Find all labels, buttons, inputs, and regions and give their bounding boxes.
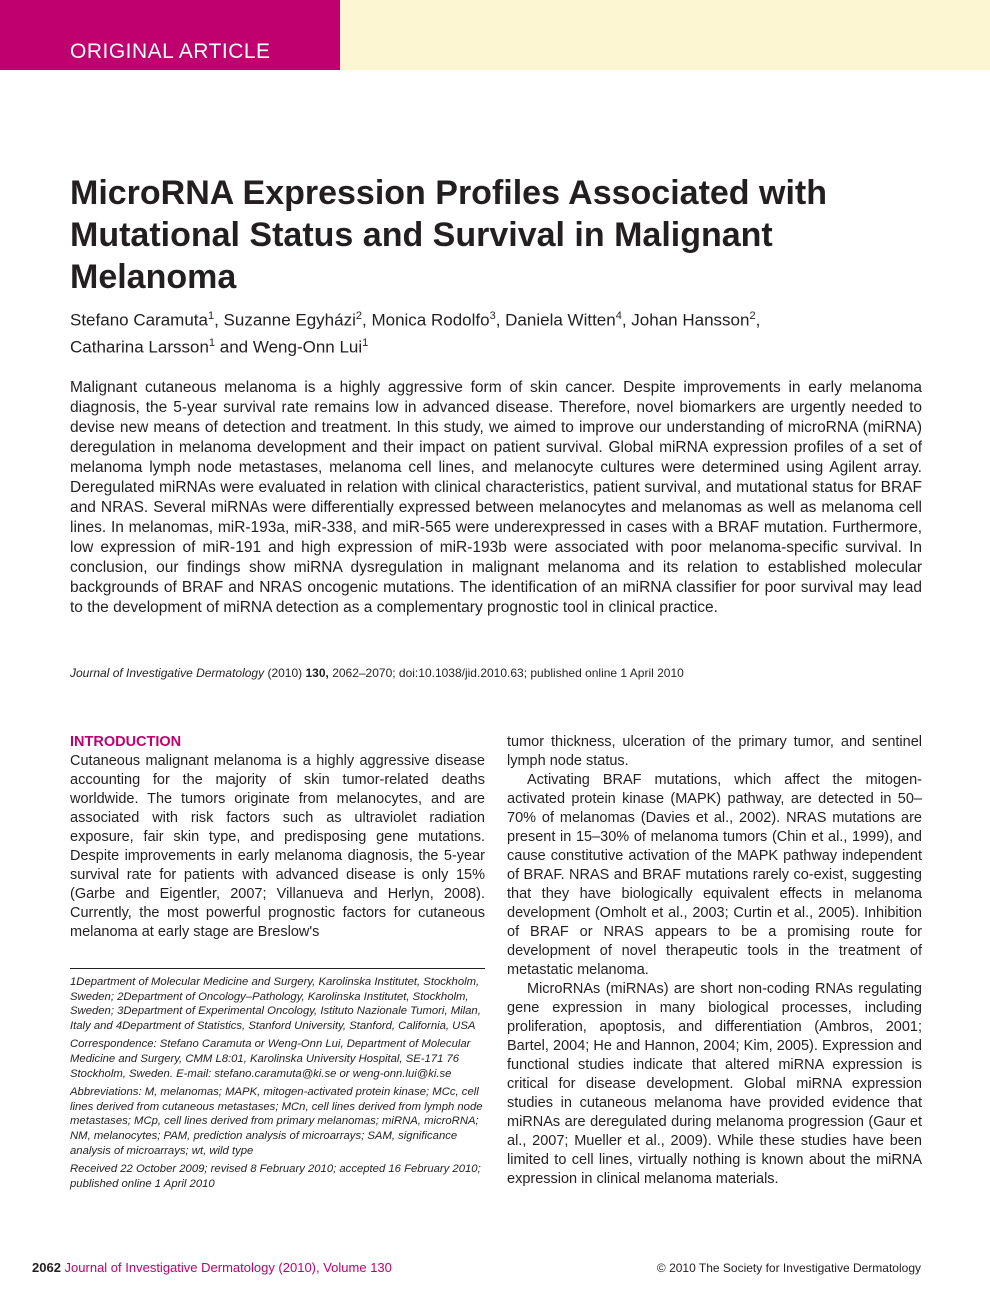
intro-paragraph-2: Activating BRAF mutations, which affect the mitogen-activated protein kinase (MAPK) pathway, are detected in 50–70% of melanomas (Davies et al., 2002). NRAS mutations are present in 15–30% of melanoma tumors (Chin et al., 1999), and cause constitutive activation of the MAPK pathway independent of BRAF. NRAS and BRAF mutations rarely co-exist, suggesting that they have biologically equivalent effects in melanoma development (Omholt et al., 2003; Curtin et al., 2005). Inhibition of BRAF or NRAS appears to be a promising route for development of novel therapeutic tools in the treatment of metastatic melanoma. [507, 772, 922, 978]
author-affiliation-mark: 2 [355, 310, 362, 322]
footnote-correspondence: Correspondence: Stefano Caramuta or Weng-Onn Lui, Department of Molecular Medicine and Surgery, CMM L8:01, Karolinska University Hospital, SE-171 76 Stockholm, Sweden. E-mail: stefano.caramuta@ki.se or weng-onn.lui@ki.se [70, 1038, 471, 1080]
footnote-divider [70, 968, 485, 969]
footer-left [32, 1260, 392, 1275]
article-title: MicroRNA Expression Profiles Associated with Mutational Status and Survival in Malignant Melanoma [70, 174, 827, 296]
footnotes [70, 975, 485, 1195]
abstract: Malignant cutaneous melanoma is a highly aggressive form of skin cancer. Despite improvements in early melanoma diagnosis, the 5-year survival rate remains low in advanced disease. Therefore, novel biomarkers are urgently needed to devise new means of detection and treatment. In this study, we aimed to improve our understanding of microRNA (miRNA) deregulation in melanoma development and their impact on patient survival. Global miRNA expression profiles of a set of melanoma lymph node metastases, melanoma cell lines, and melanocyte cultures were determined using Agilent array. Deregulated miRNAs were evaluated in relation with clinical characteristics, patient survival, and mutational status for BRAF and NRAS. Several miRNAs were differentially expressed between melanocytes and melanomas as well as melanoma cell lines. In melanomas, miR-193a, miR-338, and miR-565 were underexpressed in cases with a BRAF mutation. Furthermore, low expression of miR-191 and high expression of miR-193b were associated with poor melanoma-specific survival. In conclusion, our findings show miRNA dysregulation in malignant melanoma and its relation to established molecular backgrounds of BRAF and NRAS oncogenic mutations. The identification of an miRNA classifier for poor survival may lead to the development of miRNA detection as a complementary prognostic tool in clinical practice. [70, 379, 922, 616]
author-name: Catharina Larsson [70, 337, 209, 357]
author-name: Stefano Caramuta [70, 310, 208, 330]
citation-rest: 2062–2070; doi:10.1038/jid.2010.63; published online 1 April 2010 [332, 666, 684, 680]
footer-copyright: © 2010 The Society for Investigative Dermatology [656, 1261, 921, 1275]
citation-year: (2010) [267, 666, 303, 680]
author-affiliation-mark: 3 [489, 310, 496, 322]
author-affiliation-mark: 1 [208, 336, 216, 349]
intro-paragraph-1: Cutaneous malignant melanoma is a highly aggressive disease accounting for the majority of skin tumor-related deaths worldwide. The tumors originate from melanocytes, and are associated with risk factors such as ultraviolet radiation exposure, fair skin type, and predisposing gene mutations. Despite improvements in early melanoma diagnosis, the 5-year survival rate for patients with advanced disease is only 15% (Garbe and Eigentler, 2007; Villanueva and Herlyn, 2008). Currently, the most powerful prognostic factors for cutaneous melanoma at early stage are Breslow's [70, 753, 485, 940]
footnote-received: Received 22 October 2009; revised 8 February 2010; accepted 16 February 2010; published online 1 April 2010 [70, 1163, 481, 1190]
author-name: Monica Rodolfo [371, 310, 490, 330]
citation-volume: 130, [305, 666, 329, 680]
footnote-abbreviations: Abbreviations: M, melanomas; MAPK, mitogen-activated protein kinase; MCc, cell lines derived from cutaneous metastases; MCn, cell lines derived from lymph node metastases; MCp, cell lines derived from primary melanomas; miRNA, microRNA; NM, melanocytes; PAM, prediction analysis of microarrays; SAM, significance analysis of microarrays; wt, wild type [70, 1086, 483, 1157]
author-name: Daniela Witten [505, 310, 616, 330]
author-name: Johan Hansson [631, 310, 750, 330]
author-affiliation-mark: 2 [749, 310, 756, 322]
left-column [70, 733, 485, 942]
section-heading-introduction: INTRODUCTION [70, 734, 182, 750]
article-type-label: ORIGINAL ARTICLE [70, 40, 271, 63]
citation [70, 666, 922, 680]
header-banner [0, 0, 340, 70]
page-number: 2062 [32, 1260, 61, 1275]
header-banner-right [340, 0, 990, 70]
intro-paragraph-continued: tumor thickness, ulceration of the primary tumor, and sentinel lymph node status. [507, 734, 922, 769]
author-affiliation-mark: 1 [207, 310, 215, 322]
footer-journal: Journal of Investigative Dermatology (2010), Volume 130 [64, 1260, 392, 1275]
right-column [507, 733, 922, 1189]
author-affiliation-mark: 4 [615, 310, 622, 322]
author-name: Weng-Onn Lui [252, 337, 363, 357]
author-list: Stefano Caramuta$^1$, Suzanne Egyházi$^2$, Monica Rodolfo$^3$, Daniela Witten$^4$, Johan Hansson$^2$, Catharina Larsson$^1$ and Weng-Onn Lui$^1$ [70, 310, 761, 357]
intro-paragraph-3: MicroRNAs (miRNAs) are short non-coding RNAs regulating gene expression in many biological processes, including proliferation, apoptosis, and differentiation (Ambros, 2001; Bartel, 2004; He and Hannon, 2004; Kim, 2005). Expression and functional studies indicate that altered miRNA expression is critical for disease development. Global miRNA expression studies in cutaneous melanoma have provided evidence that miRNAs are deregulated during melanoma progression (Gaur et al., 2007; Mueller et al., 2009). While these studies have been limited to cell lines, virtually nothing is known about the miRNA expression in clinical melanoma materials. [507, 981, 922, 1187]
citation-journal: Journal of Investigative Dermatology [70, 666, 265, 680]
author-affiliation-mark: 1 [362, 336, 369, 349]
footnote-affiliations: 1Department of Molecular Medicine and Surgery, Karolinska Institutet, Stockholm, Sweden; 2Department of Oncology–Pathology, Karolinska Institutet, Stockholm, Sweden; 3Department of Experimental Oncology, Istituto Nazionale Tumori, Milan, Italy and 4Department of Statistics, Stanford University, Stanford, California, USA [70, 976, 481, 1032]
author-name: Suzanne Egyházi [223, 310, 356, 330]
